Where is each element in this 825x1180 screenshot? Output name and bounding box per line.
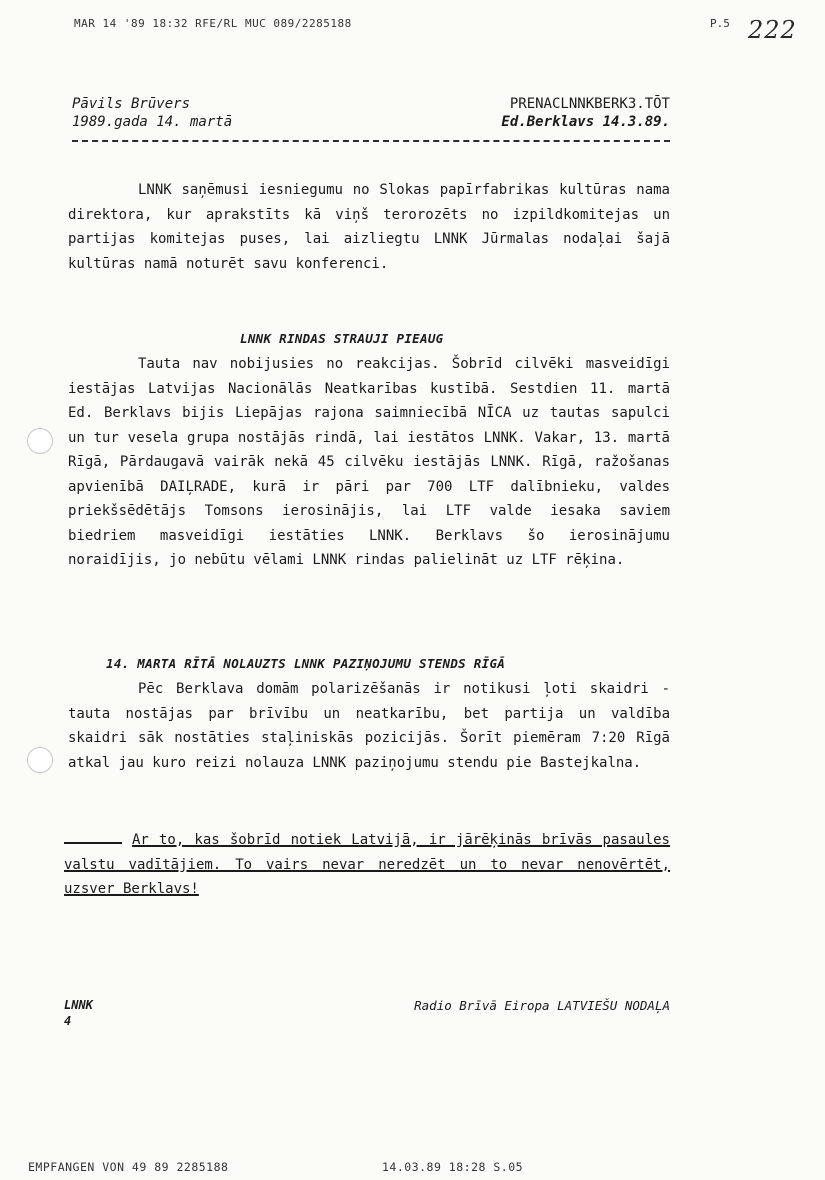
fax-received-timestamp: 14.03.89 18:28 S.05 [382, 1160, 524, 1174]
paragraph-3: Pēc Berklava domām polarizēšanās ir notikusi ļoti skaidri - tauta nostājas par brīvību un neatkarību, bet partija un valdība skaidri sāk nostāties staļiniskās pozicijās. Šorīt piemēram 7:20 Rīgā atkal jau kuro reizi nolauza LNNK paziņojumu stendu pie Bastejkalna. [68, 681, 670, 771]
page-label: P.5 [710, 17, 730, 30]
leading-underline [64, 842, 122, 844]
author-block [72, 95, 232, 131]
document-date: 1989.gada 14. martā [72, 114, 233, 130]
handwritten-page-number: 222 [748, 16, 797, 44]
reference-block [470, 95, 670, 131]
heading-lnnk-rindas: LNNK RINDAS STRAUJI PIEAUG [240, 331, 444, 346]
header-divider [72, 140, 670, 142]
footer-number: 4 [64, 1014, 72, 1028]
footer-tag: LNNK [64, 998, 93, 1012]
paragraph-4-text: Ar to, kas šobrīd notiek Latvijā, ir jārēķinās brīvās pasaules valstu vadītājiem. To vairs nevar neredzēt un to nevar nenovērtēt, uzsver Berklavs! [64, 832, 670, 897]
punch-hole-top [27, 428, 53, 454]
heading-14-marta: 14. MARTA RĪTĀ NOLAUZTS LNNK PAZIŅOJUMU STENDS RĪGĀ [106, 656, 506, 671]
paragraph-4 [64, 828, 670, 902]
editor-line: Ed.Berklavs 14.3.89. [501, 114, 670, 130]
footer-signature: Radio Brīvā Eiropa LATVIEŠU NODAĻA [414, 998, 670, 1013]
paragraph-1: LNNK saņēmusi iesniegumu no Slokas papīrfabrikas kultūras nama direktora, kur aprakstīts kā viņš terorozēts no izpildkomitejas un partijas komitejas puses, lai aizliegtu LNNK Jūrmalas nodaļai šajā kultūras namā noturēt savu konferenci. [68, 182, 670, 272]
fax-received-line: EMPFANGEN VON 49 89 2285188 [28, 1160, 229, 1174]
footer-tag-block [64, 997, 93, 1029]
fax-transmission-header: MAR 14 '89 18:32 RFE/RL MUC 089/2285188 [74, 17, 352, 30]
author-name: Pāvils Brūvers [72, 96, 191, 112]
document-code: PRENACLNNKBERK3.TŌT [509, 96, 670, 112]
paragraph-2: Tauta nav nobijusies no reakcijas. Šobrīd cilvēki masveidīgi iestājas Latvijas Nacionālās Neatkarības kustībā. Sestdien 11. martā Ed. Berklavs bijis Liepājas rajona saimniecībā NĪCA uz tautas sapulci un tur vesela grupa nostājās rindā, lai iestātos LNNK. Vakar, 13. martā Rīgā, Pārdaugavā vairāk nekā 45 cilvēku iestājās LNNK. Rīgā, ražošanas apvienībā DAIĻRADE, kurā ir pāri par 700 LTF dalībnieku, valdes priekšsēdētājs Tomsons ierosinājis, lai LTF valde iesaka saviem biedriem masveidīgi iestāties LNNK. Berklavs šo ierosinājumu noraidījis, jo nebūtu vēlami LNNK rindas palielināt uz LTF rēķina. [68, 356, 670, 568]
punch-hole-bottom [27, 747, 53, 773]
